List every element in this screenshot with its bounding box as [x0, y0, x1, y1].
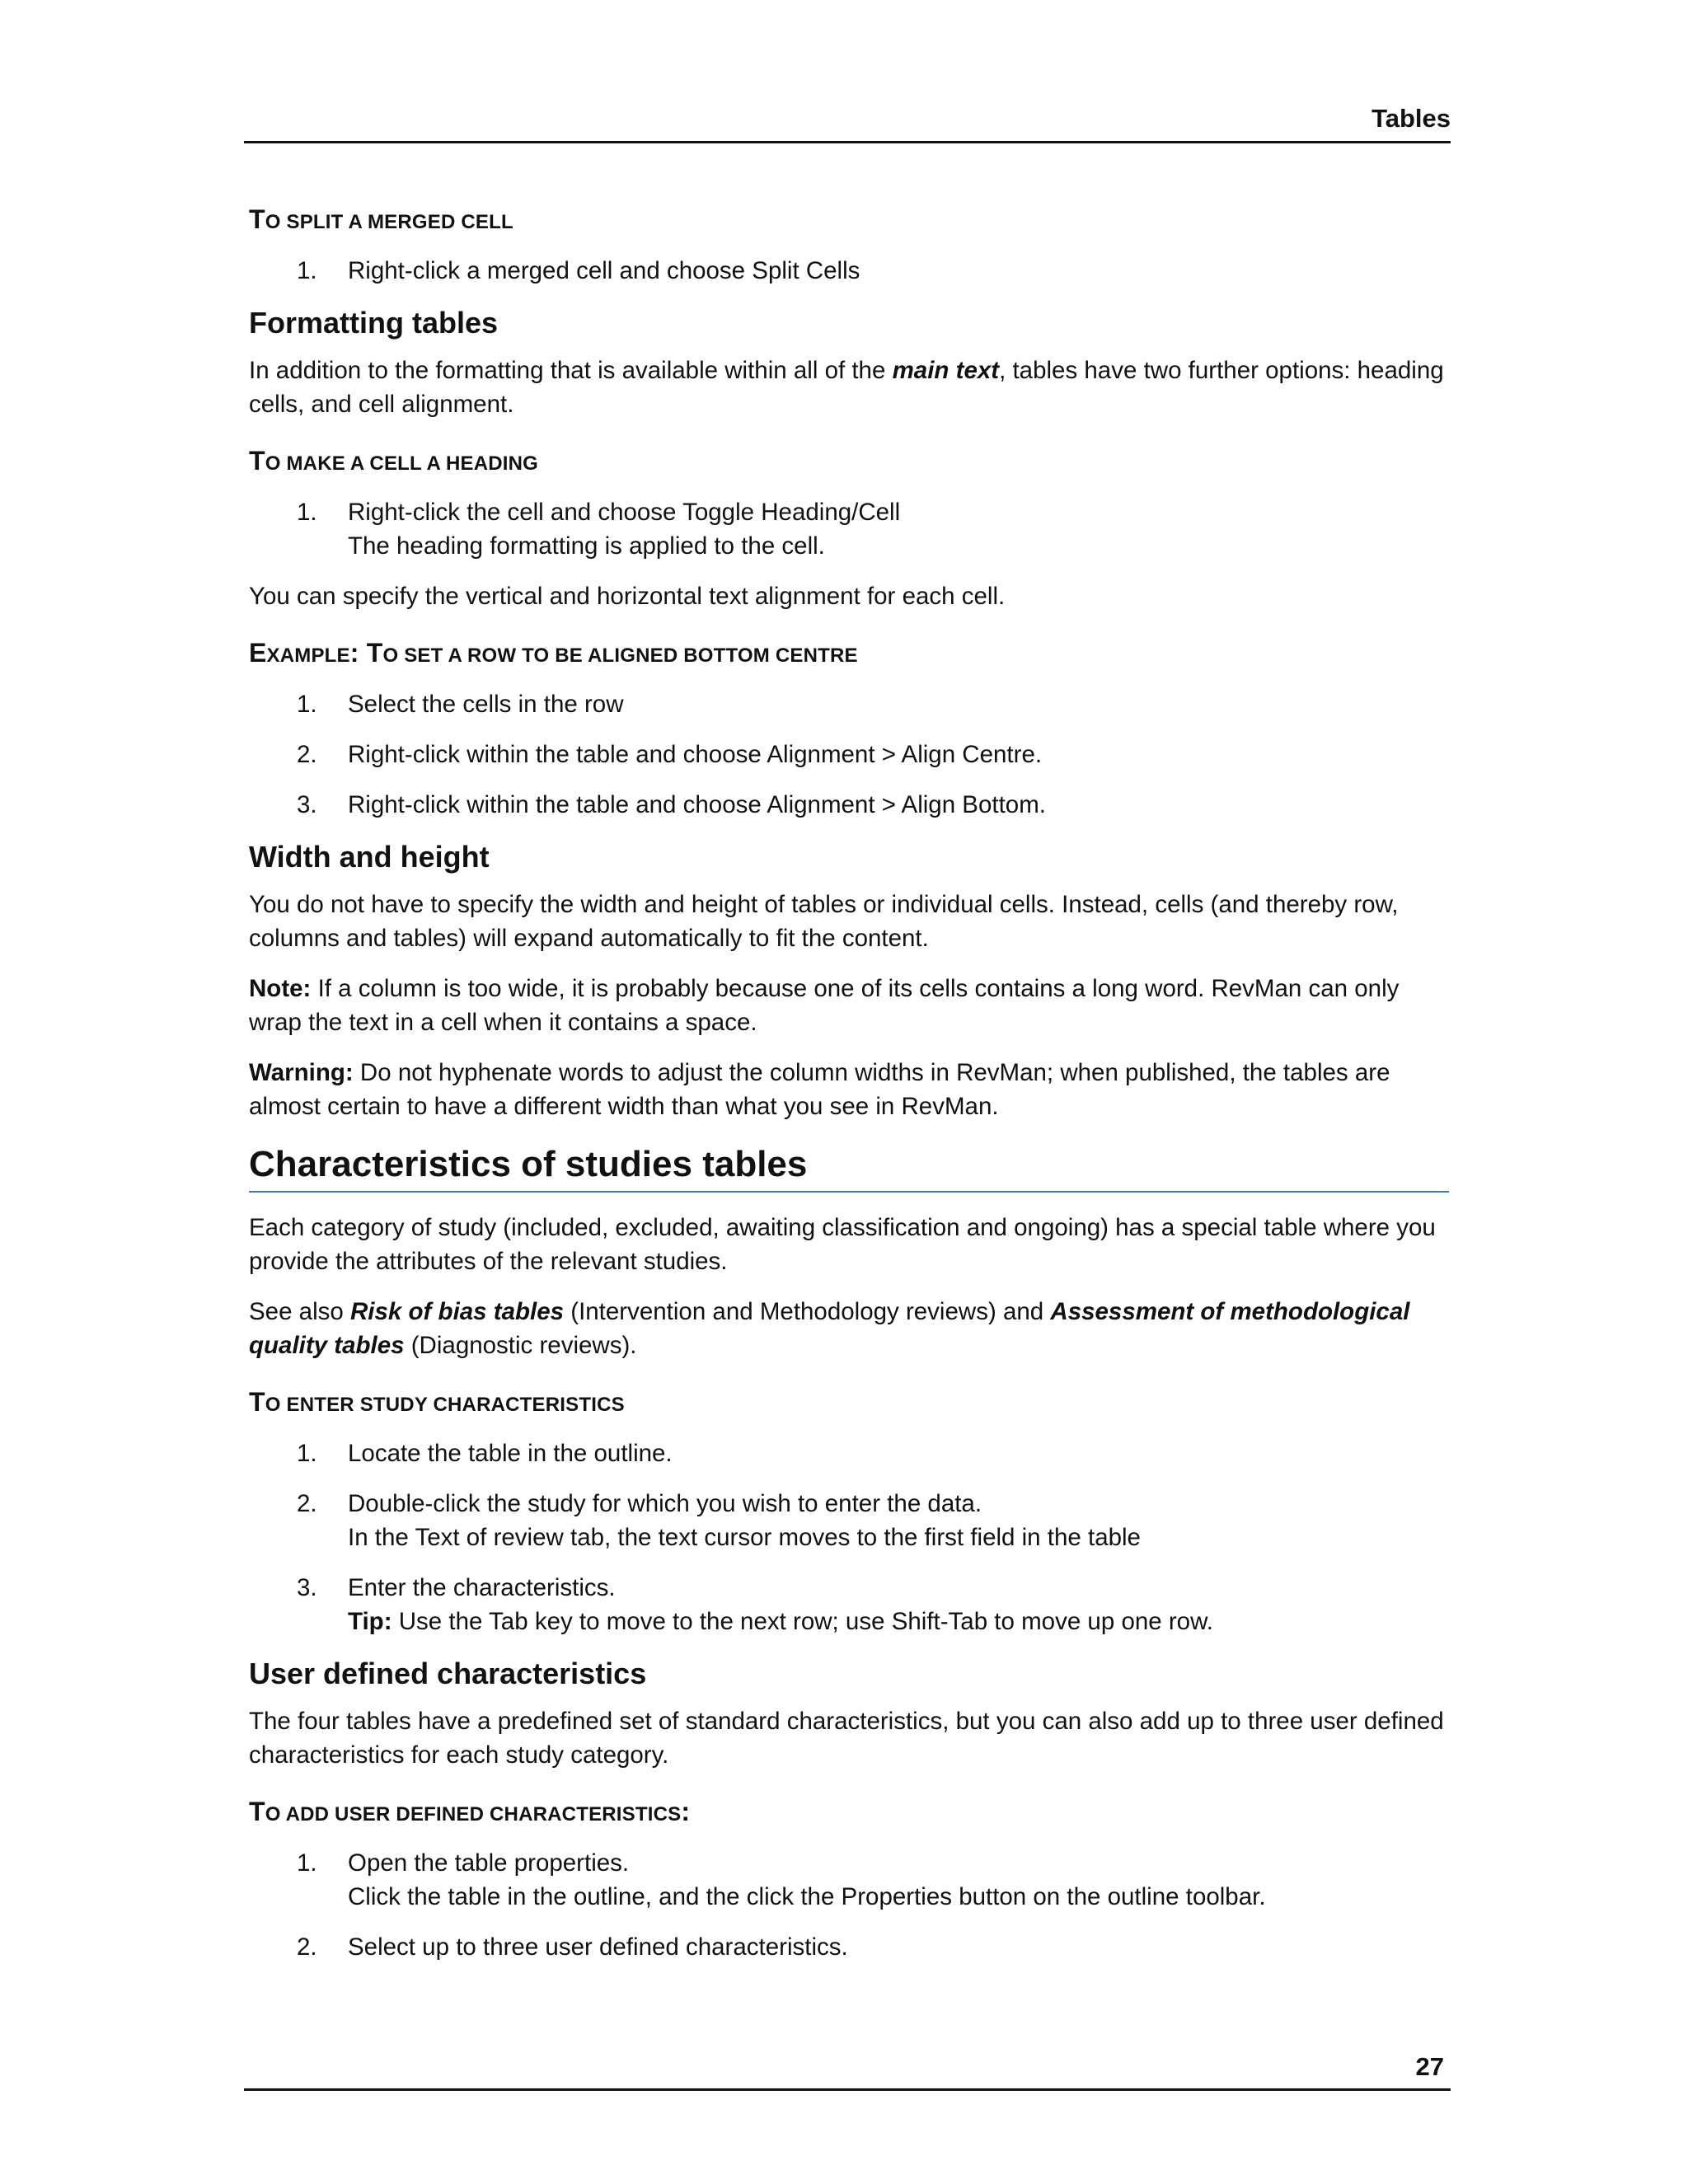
make-heading-steps [249, 495, 1449, 563]
step-text: Locate the table in the outline. [348, 1440, 673, 1467]
document-page [247, 0, 1451, 2184]
step-number: 2. [297, 741, 317, 768]
list-item [249, 495, 1449, 563]
step-text: Double-click the study for which you wish to enter the data. [348, 1490, 982, 1517]
characteristics-paragraph: Each category of study (included, excluded, awaiting classification and ongoing) has a special table where you provide the attributes of the relevant studies. [249, 1214, 1436, 1275]
step-result: The heading formatting is applied to the cell. [348, 532, 825, 560]
alignment-paragraph: You can specify the vertical and horizontal text alignment for each cell. [249, 583, 1006, 610]
subheading-formatting-tables: Formatting tables [249, 306, 499, 340]
example-alignment-steps [249, 687, 1449, 822]
warning-paragraph: Warning: Do not hyphenate words to adjust the column widths in RevMan; when published, the tables are almost certain to have a different width than what you see in RevMan. [249, 1059, 1390, 1120]
procedure-heading-example-alignment: EXAMPLE: TO SET A ROW TO BE ALIGNED BOTTOM CENTRE [249, 638, 858, 668]
user-defined-paragraph: The four tables have a predefined set of standard characteristics, but you can also add up to three user defined characteristics for each study category. [249, 1708, 1444, 1769]
step-text: Select the cells in the row [348, 691, 624, 718]
step-number: 3. [297, 1574, 317, 1601]
split-cell-steps [249, 254, 1449, 288]
enter-characteristics-steps [249, 1436, 1449, 1638]
note-paragraph: Note: If a column is too wide, it is probably because one of its cells contains a long word. RevMan can only wrap the text in a cell when it contains a space. [249, 975, 1400, 1036]
page-number: 27 [1415, 2052, 1444, 2081]
list-item [249, 738, 1449, 771]
step-result: Click the table in the outline, and the click the Properties button on the outline toolbar. [348, 1883, 1266, 1910]
step-text: Select up to three user defined characteristics. [348, 1933, 848, 1961]
list-item [249, 687, 1449, 721]
step-text: Right-click the cell and choose Toggle Heading/Cell [348, 499, 901, 526]
procedure-heading-enter-characteristics: TO ENTER STUDY CHARACTERISTICS [249, 1387, 625, 1417]
subheading-width-height: Width and height [249, 840, 490, 874]
section-heading-characteristics: Characteristics of studies tables [249, 1141, 1449, 1193]
list-item [249, 1436, 1449, 1470]
note-label: Note: [249, 975, 312, 1002]
step-number: 1. [297, 1440, 317, 1467]
list-item [249, 1930, 1449, 1964]
step-number: 2. [297, 1933, 317, 1961]
step-text: Right-click a merged cell and choose Split Cells [348, 257, 860, 284]
step-number: 2. [297, 1490, 317, 1517]
step-number: 3. [297, 791, 317, 818]
list-item [249, 1487, 1449, 1554]
risk-of-bias-link: Risk of bias tables [350, 1298, 565, 1325]
step-text: Enter the characteristics. [348, 1574, 616, 1601]
step-number: 1. [297, 691, 317, 718]
header-rule [244, 141, 1451, 143]
step-text: Right-click within the table and choose Alignment > Align Centre. [348, 741, 1043, 768]
list-item [249, 1846, 1449, 1914]
main-text-link: main text [892, 357, 1000, 384]
procedure-heading-make-heading: TO MAKE A CELL A HEADING [249, 446, 539, 476]
step-number: 1. [297, 257, 317, 284]
step-text: Right-click within the table and choose Alignment > Align Bottom. [348, 791, 1046, 818]
step-number: 1. [297, 1849, 317, 1877]
step-number: 1. [297, 499, 317, 526]
procedure-heading-add-user-defined: TO ADD USER DEFINED CHARACTERISTICS: [249, 1797, 691, 1826]
tip-label: Tip: [348, 1608, 392, 1635]
warning-label: Warning: [249, 1059, 354, 1086]
subheading-user-defined: User defined characteristics [249, 1657, 647, 1690]
list-item [249, 1571, 1449, 1638]
see-also-paragraph: See also Risk of bias tables (Intervention and Methodology reviews) and Assessment of methodological quality tables (Diagnostic reviews). [249, 1298, 1410, 1359]
step-text: Open the table properties. [348, 1849, 630, 1877]
add-user-defined-steps [249, 1846, 1449, 1964]
formatting-paragraph: In addition to the formatting that is available within all of the main text, tables have two further options: heading cells, and cell alignment. [249, 357, 1444, 418]
step-tip: Tip: Use the Tab key to move to the next row; use Shift-Tab to move up one row. [348, 1608, 1213, 1635]
running-header: Tables [1372, 104, 1451, 133]
assessment-quality-link: Assessment of methodological quality tables [249, 1298, 1410, 1359]
procedure-heading-split-cell: TO SPLIT A MERGED CELL [249, 204, 513, 234]
step-result: In the Text of review tab, the text cursor moves to the first field in the table [348, 1524, 1141, 1551]
page-content [249, 204, 1449, 1980]
list-item [249, 788, 1449, 822]
list-item [249, 254, 1449, 288]
width-height-paragraph: You do not have to specify the width and height of tables or individual cells. Instead, cells (and thereby row, columns and tables) will expand automatically to fit the content. [249, 891, 1399, 952]
footer-rule [244, 2088, 1451, 2091]
